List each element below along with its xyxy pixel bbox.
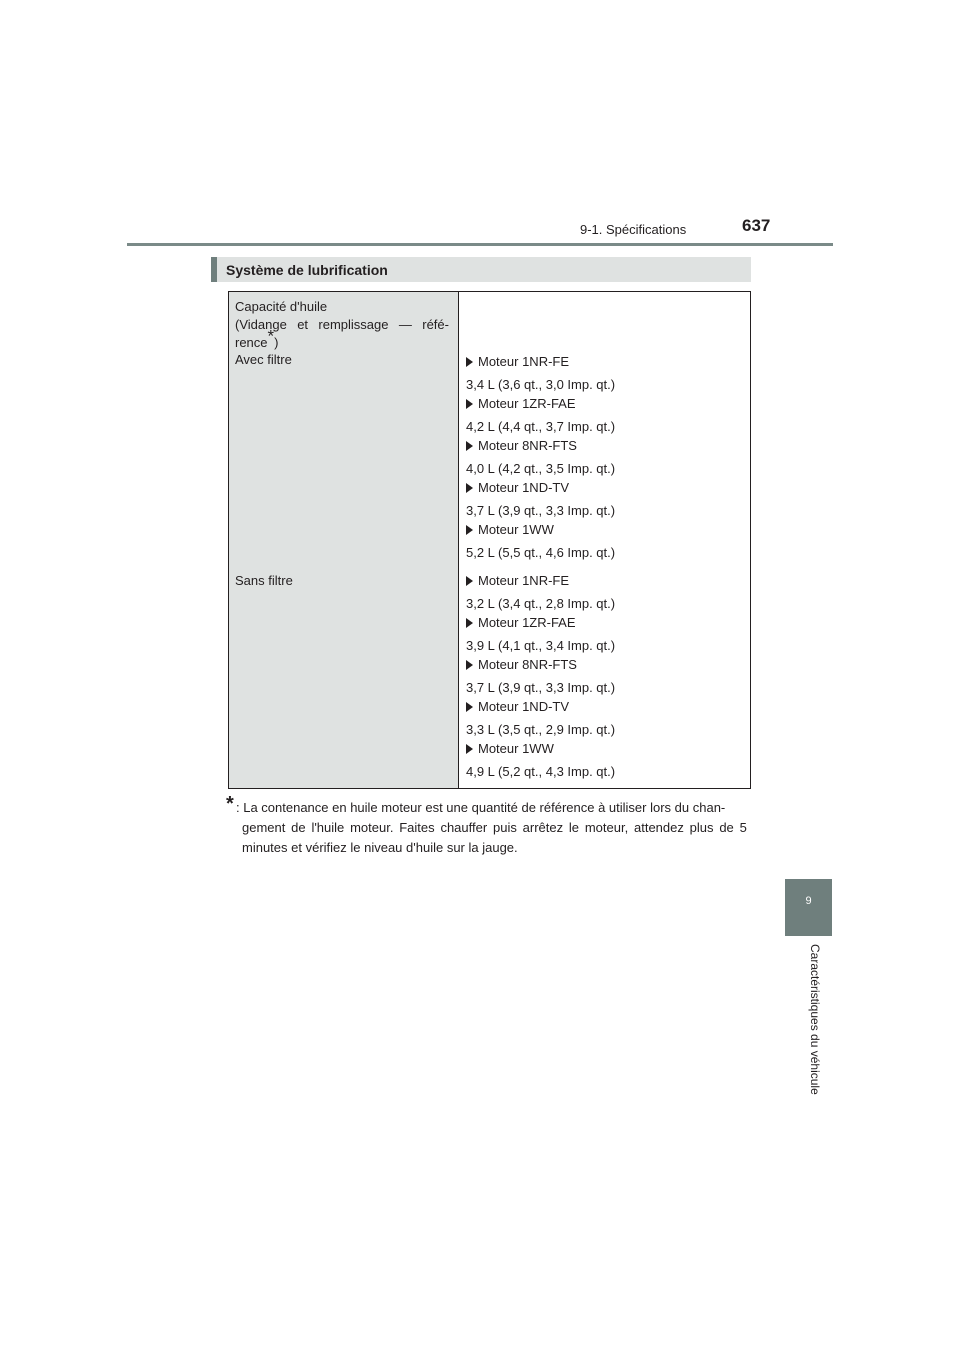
label-word: rence xyxy=(235,335,268,350)
footnote-word: puis xyxy=(492,820,517,835)
label-word: et xyxy=(297,317,309,332)
oil-capacity-table xyxy=(228,291,751,789)
capacity-value: 3,2 L (3,4 qt., 2,8 Imp. qt.) xyxy=(466,596,616,611)
footnote-word: arrêtez xyxy=(522,820,564,835)
engine-row xyxy=(466,354,569,369)
footnote-line-3: minutes et vérifiez le niveau d'huile sur la jauge. xyxy=(242,840,518,855)
triangle-bullet-icon xyxy=(466,483,473,493)
engine-row xyxy=(466,480,569,495)
label-line-3 xyxy=(235,326,279,352)
section-reference: 9-1. Spécifications xyxy=(580,222,687,237)
engine-name: Moteur 1ZR-FAE xyxy=(478,396,576,411)
triangle-bullet-icon xyxy=(466,702,473,712)
footnote-word: attendez xyxy=(633,820,684,835)
capacity-value: 3,9 L (4,1 qt., 3,4 Imp. qt.) xyxy=(466,638,616,653)
label-word: remplissage xyxy=(318,317,389,332)
chapter-label: Caractéristiques du véhicule xyxy=(808,944,822,1095)
footnote-word: de xyxy=(719,820,734,835)
footnote-word: de xyxy=(291,820,306,835)
engine-name: Moteur 1WW xyxy=(478,741,554,756)
footnote-word: moteur. xyxy=(350,820,394,835)
engine-name: Moteur 1NR-FE xyxy=(478,573,570,588)
label-line-1: Capacité d'huile xyxy=(235,299,328,314)
engine-row xyxy=(466,522,554,537)
engine-row xyxy=(466,615,576,630)
engine-name: Moteur 1ZR-FAE xyxy=(478,615,576,630)
engine-name: Moteur 8NR-FTS xyxy=(478,438,577,453)
capacity-value: 5,2 L (5,5 qt., 4,6 Imp. qt.) xyxy=(466,545,616,560)
triangle-bullet-icon xyxy=(466,357,473,367)
label-word: réfé- xyxy=(422,317,449,332)
triangle-bullet-icon xyxy=(466,399,473,409)
capacity-value: 3,3 L (3,5 qt., 2,9 Imp. qt.) xyxy=(466,722,616,737)
footnote-word: chauffer xyxy=(440,820,488,835)
footnote-line-2 xyxy=(242,818,747,838)
footnote-word: le xyxy=(568,820,580,835)
capacity-value: 3,7 L (3,9 qt., 3,3 Imp. qt.) xyxy=(466,680,616,695)
engine-row xyxy=(466,438,577,453)
footnote-marker: * xyxy=(226,793,234,815)
footnote-word: moteur, xyxy=(584,820,629,835)
footnote-line-1: : La contenance en huile moteur est une quantité de référence à utiliser lors du chan- xyxy=(236,800,726,815)
table-label-column xyxy=(229,292,459,788)
page-number: 637 xyxy=(742,216,771,235)
chapter-number: 9 xyxy=(805,895,812,907)
section-title: Système de lubrification xyxy=(226,262,388,278)
capacity-value: 4,2 L (4,4 qt., 3,7 Imp. qt.) xyxy=(466,419,616,434)
label-word: ) xyxy=(274,335,279,350)
triangle-bullet-icon xyxy=(466,660,473,670)
engine-name: Moteur 1ND-TV xyxy=(478,480,570,495)
header-divider xyxy=(127,243,833,246)
label-word: (Vidange xyxy=(235,317,287,332)
engine-name: Moteur 1WW xyxy=(478,522,554,537)
footnote-word: Faites xyxy=(399,820,435,835)
triangle-bullet-icon xyxy=(466,441,473,451)
with-filter-label: Avec filtre xyxy=(235,352,292,367)
label-word: — xyxy=(398,317,412,332)
triangle-bullet-icon xyxy=(466,576,473,586)
capacity-value: 4,0 L (4,2 qt., 3,5 Imp. qt.) xyxy=(466,461,616,476)
engine-name: Moteur 8NR-FTS xyxy=(478,657,577,672)
footnote-word: plus xyxy=(689,820,714,835)
chapter-tab xyxy=(785,879,832,936)
engine-name: Moteur 1NR-FE xyxy=(478,354,570,369)
engine-name: Moteur 1ND-TV xyxy=(478,699,570,714)
footnote-word: gement xyxy=(242,820,286,835)
footnote-word: l'huile xyxy=(311,820,345,835)
engine-row xyxy=(466,699,569,714)
triangle-bullet-icon xyxy=(466,744,473,754)
engine-row xyxy=(466,741,554,756)
footnote-word: 5 xyxy=(739,820,747,835)
triangle-bullet-icon xyxy=(466,525,473,535)
without-filter-label: Sans filtre xyxy=(235,573,293,588)
capacity-value: 3,7 L (3,9 qt., 3,3 Imp. qt.) xyxy=(466,503,616,518)
engine-row xyxy=(466,396,576,411)
capacity-value: 3,4 L (3,6 qt., 3,0 Imp. qt.) xyxy=(466,377,616,392)
capacity-value: 4,9 L (5,2 qt., 4,3 Imp. qt.) xyxy=(466,764,616,779)
footnote-marker: * xyxy=(267,326,275,346)
engine-row xyxy=(466,657,577,672)
section-heading xyxy=(211,257,751,282)
triangle-bullet-icon xyxy=(466,618,473,628)
engine-row xyxy=(466,573,569,588)
